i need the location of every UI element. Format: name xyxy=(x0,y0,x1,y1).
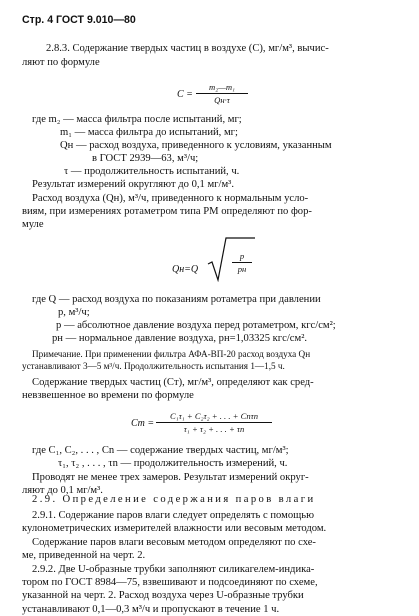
formula-qn-numerator: p xyxy=(232,251,252,263)
section-29-heading: 2.9. Определение содержания паров влаги xyxy=(32,494,316,505)
result-rounding-1: Результат измерений округляют до 0,1 мг/м³. xyxy=(32,179,234,190)
para-292-line2: тором по ГОСТ 8984—75, взвешивают и подсоединяют по схеме, xyxy=(22,577,318,588)
para-291-line2: кулонометрических измерителей влажности или весовым методом. xyxy=(22,523,327,534)
avg-line2: невзвешенное во времени по формуле xyxy=(22,390,194,401)
para-292-line1: 2.9.2. Две U-образные трубки заполняют силикагелем-индика- xyxy=(32,564,315,575)
note-line1: Примечание. При применении фильтра АФА-ВП-20 расход воздуха Qн xyxy=(32,349,311,359)
para-283-line1: 2.8.3. Содержание твердых частиц в воздухе (C), мг/м³, вычис- xyxy=(46,43,329,54)
def-tau: τ — продолжительность испытаний, ч. xyxy=(64,166,240,177)
formula-qn-lhs: Qн=Q xyxy=(172,264,199,275)
avg-line1: Содержание твердых частиц (Cт), мг/м³, определяют как сред- xyxy=(32,377,314,388)
flow-line2: виям, при измерениях ротаметром типа РМ определяют по фор- xyxy=(22,206,312,217)
para-292-line3: указанной на черт. 2. Расход воздуха через U-образные трубки xyxy=(22,590,304,601)
note-line2: устанавливают 3—5 м³/ч. Продолжительность испытания 1—1,5 ч. xyxy=(22,361,285,371)
def-pn: pн — нормальное давление воздуха, pн=1,03325 кгс/см². xyxy=(52,333,308,344)
formula-qn-fraction xyxy=(232,251,252,274)
formula-qn-denominator: pн xyxy=(237,264,247,274)
def-tau-values: τ₁, τ₂ , . . . , τn — продолжительность измерений, ч. xyxy=(58,458,288,469)
flow-line1: Расход воздуха (Qн), м³/ч, приведенного к нормальным усло- xyxy=(32,193,309,204)
page-header: Стр. 4 ГОСТ 9.010—80 xyxy=(22,14,136,26)
para-291-line3: Содержание паров влаги весовым методом определяют по схе- xyxy=(32,537,316,548)
formula-c-fraction xyxy=(196,82,248,105)
formula-ct-denominator: τ₁ + τ₂ + . . . + τn xyxy=(183,424,245,434)
def-q-line1: где Q — расход воздуха по показаниям ротаметра при давлении xyxy=(32,294,321,305)
formula-ct-lhs: Cт = xyxy=(131,418,155,429)
def-p: p — абсолютное давление воздуха перед ротаметром, кгс/см²; xyxy=(56,320,336,331)
def-m1: m₁ — масса фильтра до испытаний, мг; xyxy=(60,127,238,138)
def-c-values: где C₁, C₂, . . . , Cn — содержание твердых частиц, мг/м³; xyxy=(32,445,289,456)
formula-ct-numerator: C₁τ₁ + C₂τ₂ + . . . + Cnτn xyxy=(156,411,272,423)
formula-c-denominator: Qн·τ xyxy=(214,95,230,105)
result2-line2: ляют до 0,1 мг/м³. xyxy=(22,485,103,496)
para-291-line1: 2.9.1. Содержание паров влаги следует определять с помощью xyxy=(32,510,315,521)
formula-c-numerator: m₂—m₁ xyxy=(196,82,248,94)
def-qn-line1: Qн — расход воздуха, приведенного к условиям, указанным xyxy=(60,140,332,151)
formula-ct-fraction xyxy=(156,411,272,434)
para-292-line4: устанавливают 0,1—0,3 м³/ч и пропускают в течение 1 ч. xyxy=(22,604,280,615)
formula-c-lhs: C = xyxy=(177,89,193,100)
flow-line3: муле xyxy=(22,219,44,230)
def-q-line2: p, м³/ч; xyxy=(58,307,90,318)
result2-line1: Проводят не менее трех замеров. Результат измерений округ- xyxy=(32,472,309,483)
para-283-line2: ляют по формуле xyxy=(22,57,100,68)
def-m2: где m₂ — масса фильтра после испытаний, мг; xyxy=(32,114,242,125)
para-291-line4: ме, приведенной на черт. 2. xyxy=(22,550,146,561)
def-qn-line2: в ГОСТ 2939—63, м³/ч; xyxy=(92,153,199,164)
